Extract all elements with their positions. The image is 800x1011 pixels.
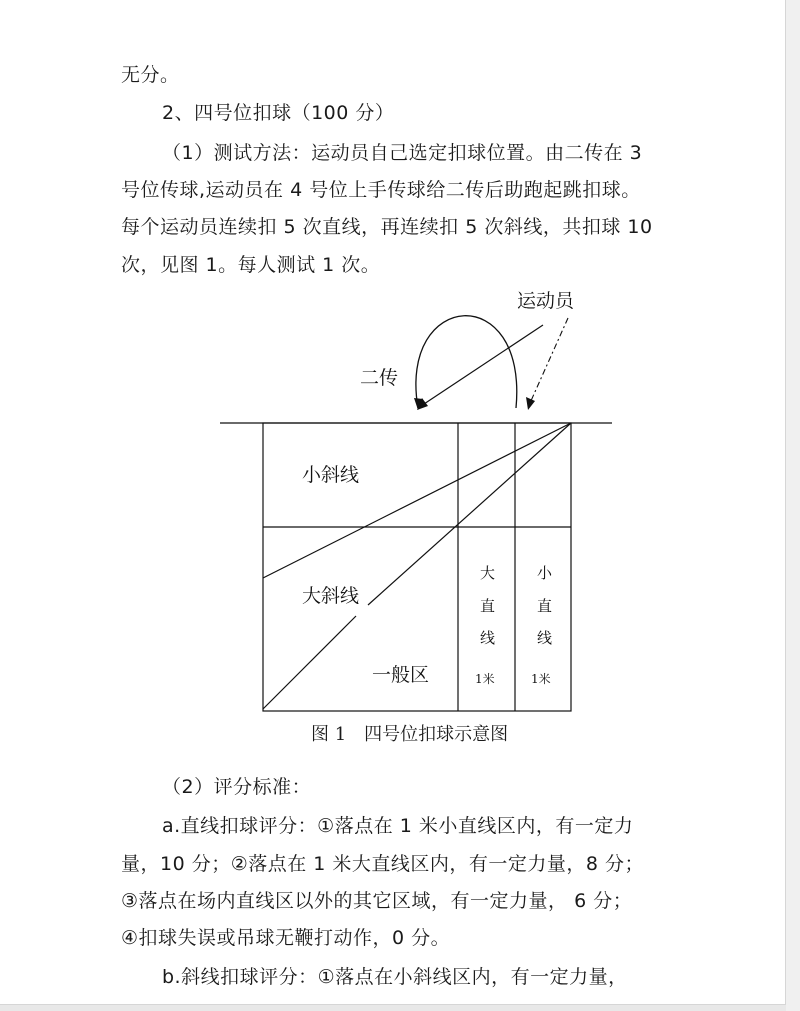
label-big-diagonal: 大斜线 — [302, 585, 360, 607]
small-straight-char-2: 直 — [537, 597, 553, 615]
approach-arrowhead — [526, 397, 535, 410]
big-straight-char-1: 大 — [480, 564, 496, 582]
set-arc — [416, 316, 517, 408]
figure-caption: 图 1 四号位扣球示意图 — [311, 724, 509, 745]
label-setter: 二传 — [360, 367, 399, 389]
small-diagonal-line — [263, 423, 571, 578]
scoring-line-a1: a.直线扣球评分：①落点在 1 米小直线区内，有一定力 — [162, 815, 634, 837]
pass-line — [424, 325, 543, 404]
text-line-5: 每个运动员连续扣 5 次直线，再连续扣 5 次斜线，共扣球 10 — [121, 216, 653, 238]
viewer-scrollbar-track[interactable] — [786, 0, 800, 1011]
text-line-3: （1）测试方法：运动员自己选定扣球位置。由二传在 3 — [162, 142, 643, 164]
big-straight-char-2: 直 — [480, 597, 496, 615]
text-line-4: 号位传球,运动员在 4 号位上手传球给二传后助跑起跳扣球。 — [121, 179, 641, 201]
label-general-zone: 一般区 — [372, 664, 430, 686]
scoring-heading: （2）评分标准： — [162, 776, 312, 798]
small-straight-char-3: 线 — [537, 629, 553, 647]
label-athlete: 运动员 — [517, 290, 575, 312]
scoring-line-a2: 量，10 分；②落点在 1 米大直线区内，有一定力量，8 分； — [121, 853, 645, 875]
small-straight-char-1: 小 — [537, 564, 553, 582]
text-line-6: 次，见图 1。每人测试 1 次。 — [121, 254, 381, 276]
section-heading: 2、四号位扣球（100 分） — [162, 102, 395, 124]
scoring-line-a4: ④扣球失误或吊球无鞭打动作，0 分。 — [121, 927, 451, 949]
label-small-diagonal: 小斜线 — [302, 464, 360, 486]
text-line-1: 无分。 — [121, 64, 180, 86]
big-straight-char-3: 线 — [480, 629, 496, 647]
approach-line — [530, 318, 568, 403]
small-straight-width: 1米 — [531, 672, 551, 686]
big-straight-width: 1米 — [475, 672, 495, 686]
scoring-line-a3: ③落点在场内直线区以外的其它区域，有一定力量， 6 分； — [121, 890, 633, 912]
big-diagonal-line-b — [263, 616, 356, 709]
scoring-line-b1: b.斜线扣球评分：①落点在小斜线区内，有一定力量， — [162, 966, 628, 988]
page-gap — [0, 1005, 786, 1011]
